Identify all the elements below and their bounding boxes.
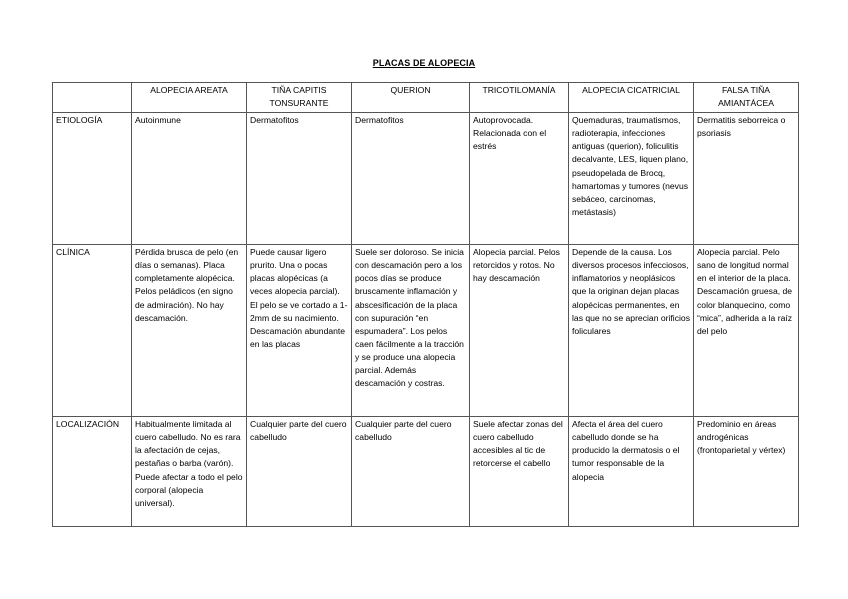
table-cell: Dermatofitos xyxy=(352,113,470,245)
table-row-clinica xyxy=(53,245,799,417)
table-cell: Cualquier parte del cuero cabelludo xyxy=(247,417,352,527)
table-cell: Dermatitis seborreica o psoriasis xyxy=(694,113,799,245)
row-label-localizacion: LOCALIZACIÓN xyxy=(53,417,132,527)
table-cell: Cualquier parte del cuero cabelludo xyxy=(352,417,470,527)
table-cell: Afecta el área del cuero cabelludo donde se ha producido la dermatosis o el tumor responsable de la alopecia xyxy=(569,417,694,527)
table-cell: Suele afectar zonas del cuero cabelludo accesibles al tic de retorcerse el cabello xyxy=(470,417,569,527)
table-cell: Puede causar ligero prurito. Una o pocas placas alopécicas (a veces alopecia parcial). El pelo se ve cortado a 1-2mm de su nacimiento. Descamación abundante en las placas xyxy=(247,245,352,417)
table-header-row xyxy=(53,83,799,113)
table-cell: Depende de la causa. Los diversos procesos infecciosos, inflamatorios y neoplásicos que la originan dejan placas alopécicas permanentes, en las que no se aprecian orificios foliculares xyxy=(569,245,694,417)
table-cell: Predominio en áreas androgénicas (frontoparietal y vértex) xyxy=(694,417,799,527)
table-cell: Autoinmune xyxy=(132,113,247,245)
header-alopecia-areata: ALOPECIA AREATA xyxy=(132,83,247,113)
header-tricotilomania: TRICOTILOMANÍA xyxy=(470,83,569,113)
table-cell: Suele ser doloroso. Se inicia con descamación pero a los pocos días se produce bruscamente inflamación y abscesificación de la placa con supuración “en espumadera”. Los pelos caen fácilmente a la tracción y se produce una alopecia parcial. Además descamación y costras. xyxy=(352,245,470,417)
alopecia-table xyxy=(52,82,799,527)
table-row-localizacion xyxy=(53,417,799,527)
table-row-etiologia xyxy=(53,113,799,245)
table-cell: Dermatofitos xyxy=(247,113,352,245)
header-alopecia-cicatricial: ALOPECIA CICATRICIAL xyxy=(569,83,694,113)
header-querion: QUERION xyxy=(352,83,470,113)
page-title: PLACAS DE ALOPECIA xyxy=(372,58,476,68)
table-cell: Habitualmente limitada al cuero cabelludo. No es rara la afectación de cejas, pestañas o barba (varón). Puede afectar a todo el pelo corporal (alopecia universal). xyxy=(132,417,247,527)
table-cell: Autoprovocada. Relacionada con el estrés xyxy=(470,113,569,245)
row-label-clinica: CLÍNICA xyxy=(53,245,132,417)
table-cell: Alopecia parcial. Pelos retorcidos y rotos. No hay descamación xyxy=(470,245,569,417)
header-cell-empty xyxy=(53,83,132,113)
table-cell: Alopecia parcial. Pelo sano de longitud normal en el interior de la placa. Descamación gruesa, de color blanquecino, como “mica”, adherida a la raíz del pelo xyxy=(694,245,799,417)
row-label-etiologia: ETIOLOGÍA xyxy=(53,113,132,245)
header-falsa-tina: FALSA TIÑA AMIANTÁCEA xyxy=(694,83,799,113)
header-tina-capitis: TIÑA CAPITIS TONSURANTE xyxy=(247,83,352,113)
table-cell: Pérdida brusca de pelo (en días o semanas). Placa completamente alopécica. Pelos peládicos (en signo de admiración). No hay descamación. xyxy=(132,245,247,417)
table-cell: Quemaduras, traumatismos, radioterapia, infecciones antiguas (querion), foliculitis decalvante, LES, liquen plano, pseudopelada de Brocq, hamartomas y tumores (nevus sebáceo, carcinomas, metástasis) xyxy=(569,113,694,245)
